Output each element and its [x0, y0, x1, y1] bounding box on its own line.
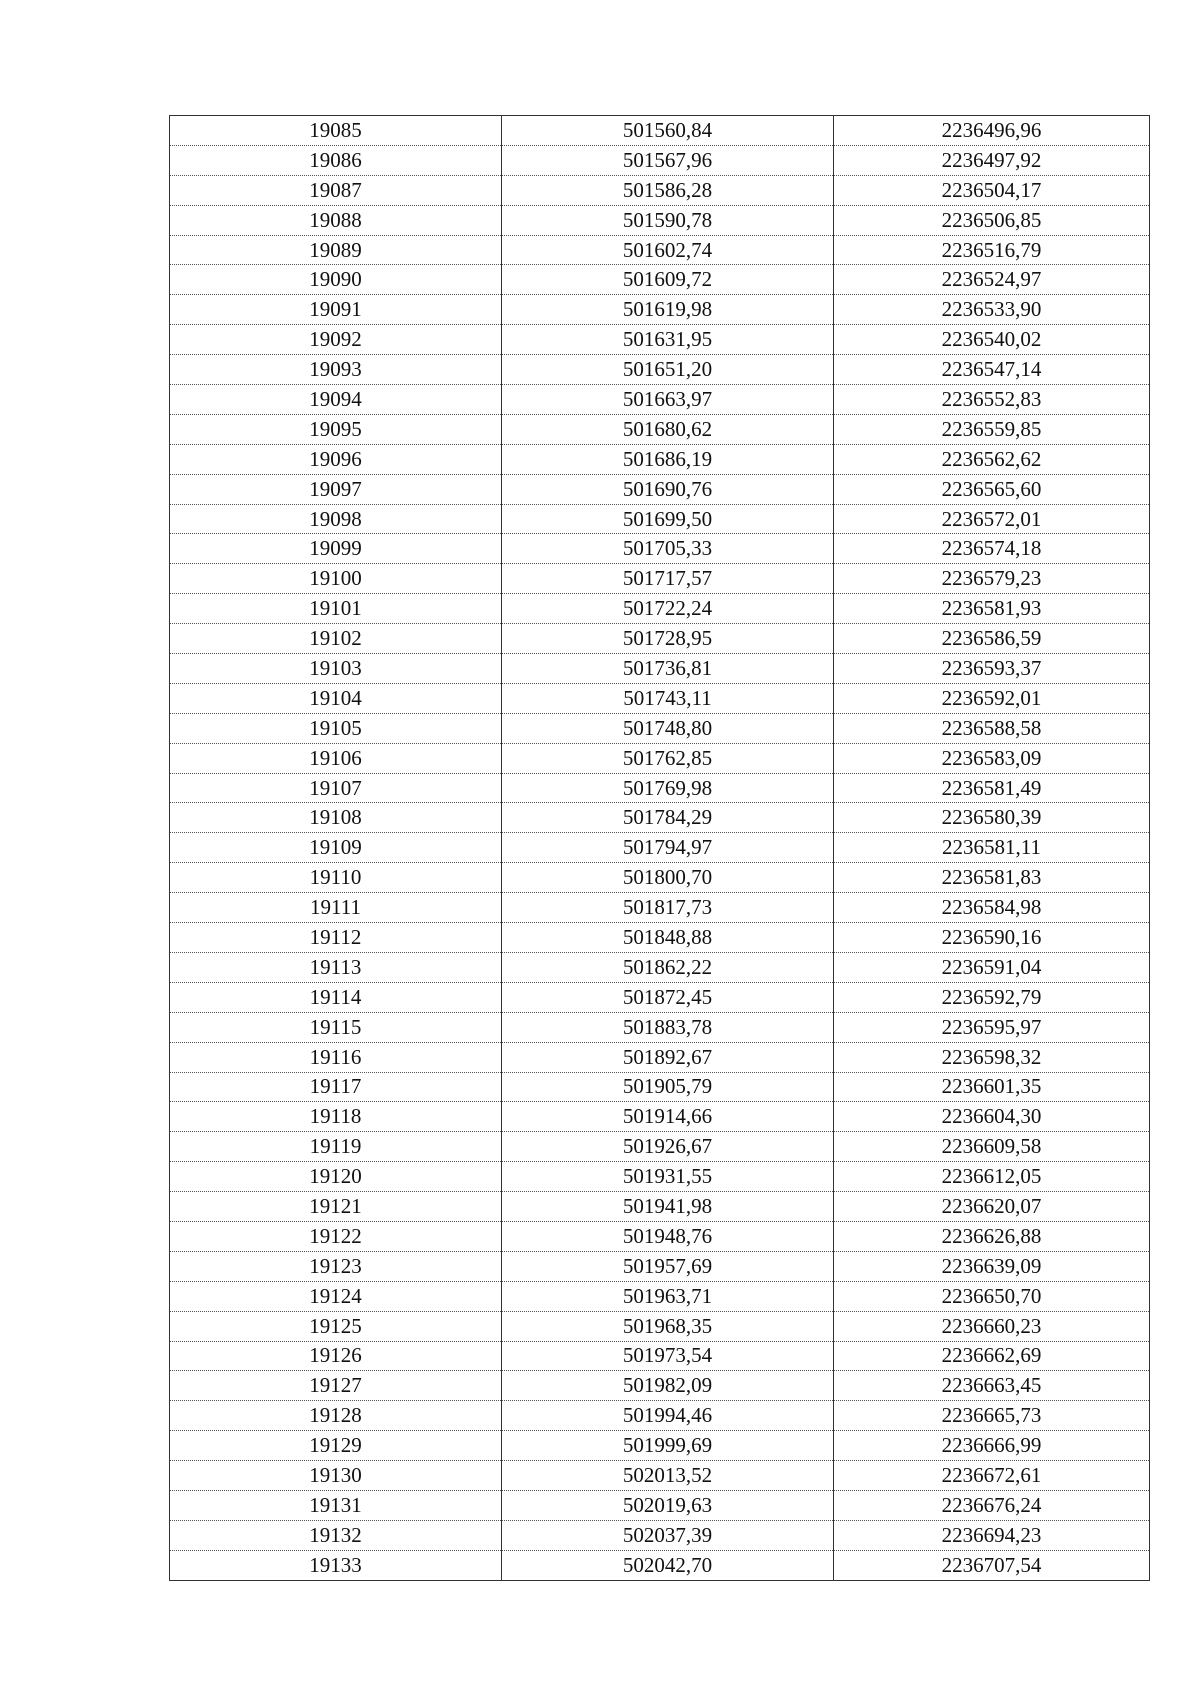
x-coordinate-cell: 501743,11: [502, 683, 834, 713]
x-coordinate-cell: 502013,52: [502, 1461, 834, 1491]
y-coordinate-cell: 2236572,01: [834, 504, 1150, 534]
table-row: [170, 863, 1150, 893]
table-row: [170, 1401, 1150, 1431]
point-number-cell: 19121: [170, 1192, 502, 1222]
point-number-cell: 19124: [170, 1281, 502, 1311]
point-number-cell: 19116: [170, 1042, 502, 1072]
y-coordinate-cell: 2236579,23: [834, 564, 1150, 594]
table-row: [170, 1192, 1150, 1222]
x-coordinate-cell: 501567,96: [502, 145, 834, 175]
table-row: [170, 414, 1150, 444]
y-coordinate-cell: 2236672,61: [834, 1461, 1150, 1491]
x-coordinate-cell: 501784,29: [502, 803, 834, 833]
x-coordinate-cell: 501728,95: [502, 624, 834, 654]
point-number-cell: 19089: [170, 235, 502, 265]
point-number-cell: 19101: [170, 594, 502, 624]
y-coordinate-cell: 2236592,01: [834, 683, 1150, 713]
point-number-cell: 19112: [170, 923, 502, 953]
y-coordinate-cell: 2236665,73: [834, 1401, 1150, 1431]
point-number-cell: 19087: [170, 175, 502, 205]
point-number-cell: 19106: [170, 743, 502, 773]
x-coordinate-cell: 501982,09: [502, 1371, 834, 1401]
x-coordinate-cell: 501800,70: [502, 863, 834, 893]
y-coordinate-cell: 2236581,83: [834, 863, 1150, 893]
point-number-cell: 19094: [170, 385, 502, 415]
point-number-cell: 19118: [170, 1102, 502, 1132]
y-coordinate-cell: 2236601,35: [834, 1072, 1150, 1102]
x-coordinate-cell: 501717,57: [502, 564, 834, 594]
table-row: [170, 385, 1150, 415]
x-coordinate-cell: 502042,70: [502, 1550, 834, 1580]
point-number-cell: 19090: [170, 265, 502, 295]
x-coordinate-cell: 501931,55: [502, 1162, 834, 1192]
x-coordinate-cell: 501631,95: [502, 325, 834, 355]
table-row: [170, 295, 1150, 325]
table-row: [170, 624, 1150, 654]
y-coordinate-cell: 2236609,58: [834, 1132, 1150, 1162]
x-coordinate-cell: 501817,73: [502, 893, 834, 923]
x-coordinate-cell: 501994,46: [502, 1401, 834, 1431]
y-coordinate-cell: 2236533,90: [834, 295, 1150, 325]
point-number-cell: 19126: [170, 1341, 502, 1371]
table-row: [170, 594, 1150, 624]
point-number-cell: 19099: [170, 534, 502, 564]
point-number-cell: 19130: [170, 1461, 502, 1491]
point-number-cell: 19085: [170, 116, 502, 146]
y-coordinate-cell: 2236540,02: [834, 325, 1150, 355]
x-coordinate-cell: 501968,35: [502, 1311, 834, 1341]
y-coordinate-cell: 2236584,98: [834, 893, 1150, 923]
x-coordinate-cell: 501602,74: [502, 235, 834, 265]
table-row: [170, 1132, 1150, 1162]
y-coordinate-cell: 2236604,30: [834, 1102, 1150, 1132]
x-coordinate-cell: 501892,67: [502, 1042, 834, 1072]
table-row: [170, 205, 1150, 235]
y-coordinate-cell: 2236559,85: [834, 414, 1150, 444]
table-row: [170, 1311, 1150, 1341]
table-row: [170, 145, 1150, 175]
point-number-cell: 19123: [170, 1251, 502, 1281]
table-row: [170, 803, 1150, 833]
table-row: [170, 325, 1150, 355]
y-coordinate-cell: 2236506,85: [834, 205, 1150, 235]
table-row: [170, 116, 1150, 146]
y-coordinate-cell: 2236588,58: [834, 713, 1150, 743]
x-coordinate-cell: 501722,24: [502, 594, 834, 624]
table-row: [170, 1520, 1150, 1550]
y-coordinate-cell: 2236583,09: [834, 743, 1150, 773]
y-coordinate-cell: 2236694,23: [834, 1520, 1150, 1550]
x-coordinate-cell: 501705,33: [502, 534, 834, 564]
point-number-cell: 19097: [170, 474, 502, 504]
y-coordinate-cell: 2236580,39: [834, 803, 1150, 833]
table-row: [170, 355, 1150, 385]
coordinates-table: [169, 115, 1150, 1581]
point-number-cell: 19104: [170, 683, 502, 713]
x-coordinate-cell: 501883,78: [502, 1012, 834, 1042]
point-number-cell: 19131: [170, 1490, 502, 1520]
y-coordinate-cell: 2236497,92: [834, 145, 1150, 175]
point-number-cell: 19110: [170, 863, 502, 893]
point-number-cell: 19109: [170, 833, 502, 863]
table-row: [170, 893, 1150, 923]
y-coordinate-cell: 2236650,70: [834, 1281, 1150, 1311]
y-coordinate-cell: 2236581,11: [834, 833, 1150, 863]
y-coordinate-cell: 2236552,83: [834, 385, 1150, 415]
x-coordinate-cell: 501651,20: [502, 355, 834, 385]
y-coordinate-cell: 2236676,24: [834, 1490, 1150, 1520]
x-coordinate-cell: 501862,22: [502, 952, 834, 982]
table-row: [170, 1341, 1150, 1371]
x-coordinate-cell: 501762,85: [502, 743, 834, 773]
y-coordinate-cell: 2236581,49: [834, 773, 1150, 803]
y-coordinate-cell: 2236639,09: [834, 1251, 1150, 1281]
table-row: [170, 1550, 1150, 1580]
y-coordinate-cell: 2236612,05: [834, 1162, 1150, 1192]
x-coordinate-cell: 501963,71: [502, 1281, 834, 1311]
point-number-cell: 19117: [170, 1072, 502, 1102]
x-coordinate-cell: 502019,63: [502, 1490, 834, 1520]
point-number-cell: 19125: [170, 1311, 502, 1341]
y-coordinate-cell: 2236620,07: [834, 1192, 1150, 1222]
table-row: [170, 564, 1150, 594]
y-coordinate-cell: 2236592,79: [834, 982, 1150, 1012]
point-number-cell: 19132: [170, 1520, 502, 1550]
point-number-cell: 19122: [170, 1221, 502, 1251]
table-row: [170, 1281, 1150, 1311]
point-number-cell: 19103: [170, 654, 502, 684]
x-coordinate-cell: 501926,67: [502, 1132, 834, 1162]
y-coordinate-cell: 2236586,59: [834, 624, 1150, 654]
y-coordinate-cell: 2236593,37: [834, 654, 1150, 684]
point-number-cell: 19091: [170, 295, 502, 325]
y-coordinate-cell: 2236626,88: [834, 1221, 1150, 1251]
y-coordinate-cell: 2236590,16: [834, 923, 1150, 953]
x-coordinate-cell: 501699,50: [502, 504, 834, 534]
point-number-cell: 19113: [170, 952, 502, 982]
table-row: [170, 952, 1150, 982]
x-coordinate-cell: 501957,69: [502, 1251, 834, 1281]
x-coordinate-cell: 501999,69: [502, 1431, 834, 1461]
point-number-cell: 19105: [170, 713, 502, 743]
table-row: [170, 504, 1150, 534]
x-coordinate-cell: 501941,98: [502, 1192, 834, 1222]
point-number-cell: 19100: [170, 564, 502, 594]
y-coordinate-cell: 2236591,04: [834, 952, 1150, 982]
table-row: [170, 1012, 1150, 1042]
table-row: [170, 1251, 1150, 1281]
y-coordinate-cell: 2236660,23: [834, 1311, 1150, 1341]
point-number-cell: 19108: [170, 803, 502, 833]
y-coordinate-cell: 2236524,97: [834, 265, 1150, 295]
point-number-cell: 19115: [170, 1012, 502, 1042]
point-number-cell: 19133: [170, 1550, 502, 1580]
x-coordinate-cell: 501586,28: [502, 175, 834, 205]
y-coordinate-cell: 2236504,17: [834, 175, 1150, 205]
x-coordinate-cell: 501736,81: [502, 654, 834, 684]
point-number-cell: 19098: [170, 504, 502, 534]
point-number-cell: 19119: [170, 1132, 502, 1162]
table-row: [170, 534, 1150, 564]
y-coordinate-cell: 2236562,62: [834, 444, 1150, 474]
table-row: [170, 1221, 1150, 1251]
x-coordinate-cell: 501686,19: [502, 444, 834, 474]
x-coordinate-cell: 501872,45: [502, 982, 834, 1012]
y-coordinate-cell: 2236581,93: [834, 594, 1150, 624]
table-row: [170, 444, 1150, 474]
x-coordinate-cell: 501794,97: [502, 833, 834, 863]
table-row: [170, 773, 1150, 803]
table-row: [170, 265, 1150, 295]
point-number-cell: 19086: [170, 145, 502, 175]
table-row: [170, 713, 1150, 743]
table-row: [170, 1102, 1150, 1132]
table-row: [170, 1371, 1150, 1401]
table-row: [170, 654, 1150, 684]
point-number-cell: 19128: [170, 1401, 502, 1431]
y-coordinate-cell: 2236598,32: [834, 1042, 1150, 1072]
point-number-cell: 19095: [170, 414, 502, 444]
x-coordinate-cell: 501680,62: [502, 414, 834, 444]
point-number-cell: 19096: [170, 444, 502, 474]
table-row: [170, 1461, 1150, 1491]
table-row: [170, 1431, 1150, 1461]
point-number-cell: 19114: [170, 982, 502, 1012]
y-coordinate-cell: 2236565,60: [834, 474, 1150, 504]
y-coordinate-cell: 2236666,99: [834, 1431, 1150, 1461]
y-coordinate-cell: 2236595,97: [834, 1012, 1150, 1042]
table-row: [170, 175, 1150, 205]
x-coordinate-cell: 502037,39: [502, 1520, 834, 1550]
x-coordinate-cell: 501590,78: [502, 205, 834, 235]
point-number-cell: 19093: [170, 355, 502, 385]
x-coordinate-cell: 501848,88: [502, 923, 834, 953]
x-coordinate-cell: 501609,72: [502, 265, 834, 295]
x-coordinate-cell: 501905,79: [502, 1072, 834, 1102]
coordinates-table-body: [170, 116, 1150, 1581]
x-coordinate-cell: 501948,76: [502, 1221, 834, 1251]
y-coordinate-cell: 2236663,45: [834, 1371, 1150, 1401]
table-row: [170, 833, 1150, 863]
y-coordinate-cell: 2236662,69: [834, 1341, 1150, 1371]
point-number-cell: 19092: [170, 325, 502, 355]
x-coordinate-cell: 501748,80: [502, 713, 834, 743]
y-coordinate-cell: 2236707,54: [834, 1550, 1150, 1580]
x-coordinate-cell: 501560,84: [502, 116, 834, 146]
table-row: [170, 235, 1150, 265]
x-coordinate-cell: 501619,98: [502, 295, 834, 325]
table-row: [170, 1042, 1150, 1072]
table-row: [170, 1490, 1150, 1520]
y-coordinate-cell: 2236574,18: [834, 534, 1150, 564]
table-row: [170, 1072, 1150, 1102]
point-number-cell: 19129: [170, 1431, 502, 1461]
y-coordinate-cell: 2236496,96: [834, 116, 1150, 146]
x-coordinate-cell: 501663,97: [502, 385, 834, 415]
point-number-cell: 19127: [170, 1371, 502, 1401]
y-coordinate-cell: 2236547,14: [834, 355, 1150, 385]
point-number-cell: 19107: [170, 773, 502, 803]
x-coordinate-cell: 501690,76: [502, 474, 834, 504]
x-coordinate-cell: 501769,98: [502, 773, 834, 803]
table-row: [170, 1162, 1150, 1192]
x-coordinate-cell: 501914,66: [502, 1102, 834, 1132]
y-coordinate-cell: 2236516,79: [834, 235, 1150, 265]
table-row: [170, 743, 1150, 773]
table-row: [170, 474, 1150, 504]
table-row: [170, 923, 1150, 953]
table-row: [170, 982, 1150, 1012]
table-row: [170, 683, 1150, 713]
point-number-cell: 19088: [170, 205, 502, 235]
x-coordinate-cell: 501973,54: [502, 1341, 834, 1371]
point-number-cell: 19120: [170, 1162, 502, 1192]
point-number-cell: 19111: [170, 893, 502, 923]
point-number-cell: 19102: [170, 624, 502, 654]
